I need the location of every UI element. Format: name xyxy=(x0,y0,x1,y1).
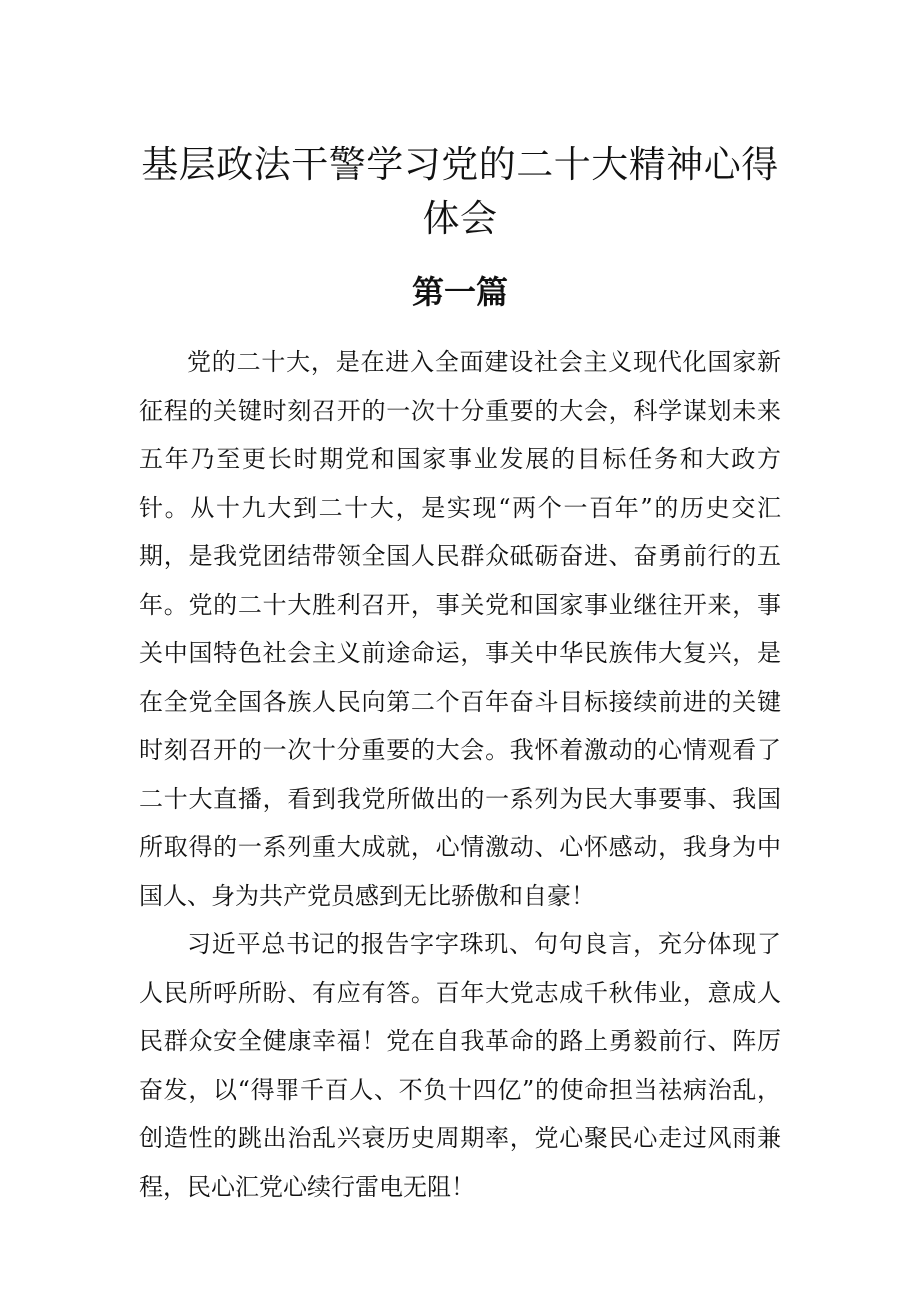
section-title: 第一篇 xyxy=(411,273,508,311)
document-title: 基层政法干警学习党的二十大精神心得体会 xyxy=(141,143,779,240)
document-body xyxy=(139,338,781,1211)
paragraph: 党的二十大，是在进入全面建设社会主义现代化国家新征程的关键时刻召开的一次十分重要的大会，科学谋划未来五年乃至更长时期党和国家事业发展的目标任务和大政方针。从十九大到二十大，是实现“两个一百年”的历史交汇期，是我党团结带领全国人民群众砥砺奋进、奋勇前行的五年。党的二十大胜利召开，事关党和国家事业继往开来，事关中国特色社会主义前途命运，事关中华民族伟大复兴，是在全党全国各族人民向第二个百年奋斗目标接续前进的关键时刻召开的一次十分重要的大会。我怀着激动的心情观看了二十大直播，看到我党所做出的一系列为民大事要事、我国所取得的一系列重大成就，心情激动、心怀感动，我身为中国人、身为共产党员感到无比骄傲和自豪！ xyxy=(139,348,781,910)
paragraph: 习近平总书记的报告字字珠玑、句句良言，充分体现了人民所呼所盼、有应有答。百年大党志成千秋伟业，意成人民群众安全健康幸福！党在自我革命的路上勇毅前行、阵厉奋发，以“得罪千百人、不负十四亿”的使命担当祛病治乱，创造性的跳出治乱兴衰历史周期率，党心聚民心走过风雨兼程，民心汇党心续行雷电无阻！ xyxy=(139,930,781,1201)
